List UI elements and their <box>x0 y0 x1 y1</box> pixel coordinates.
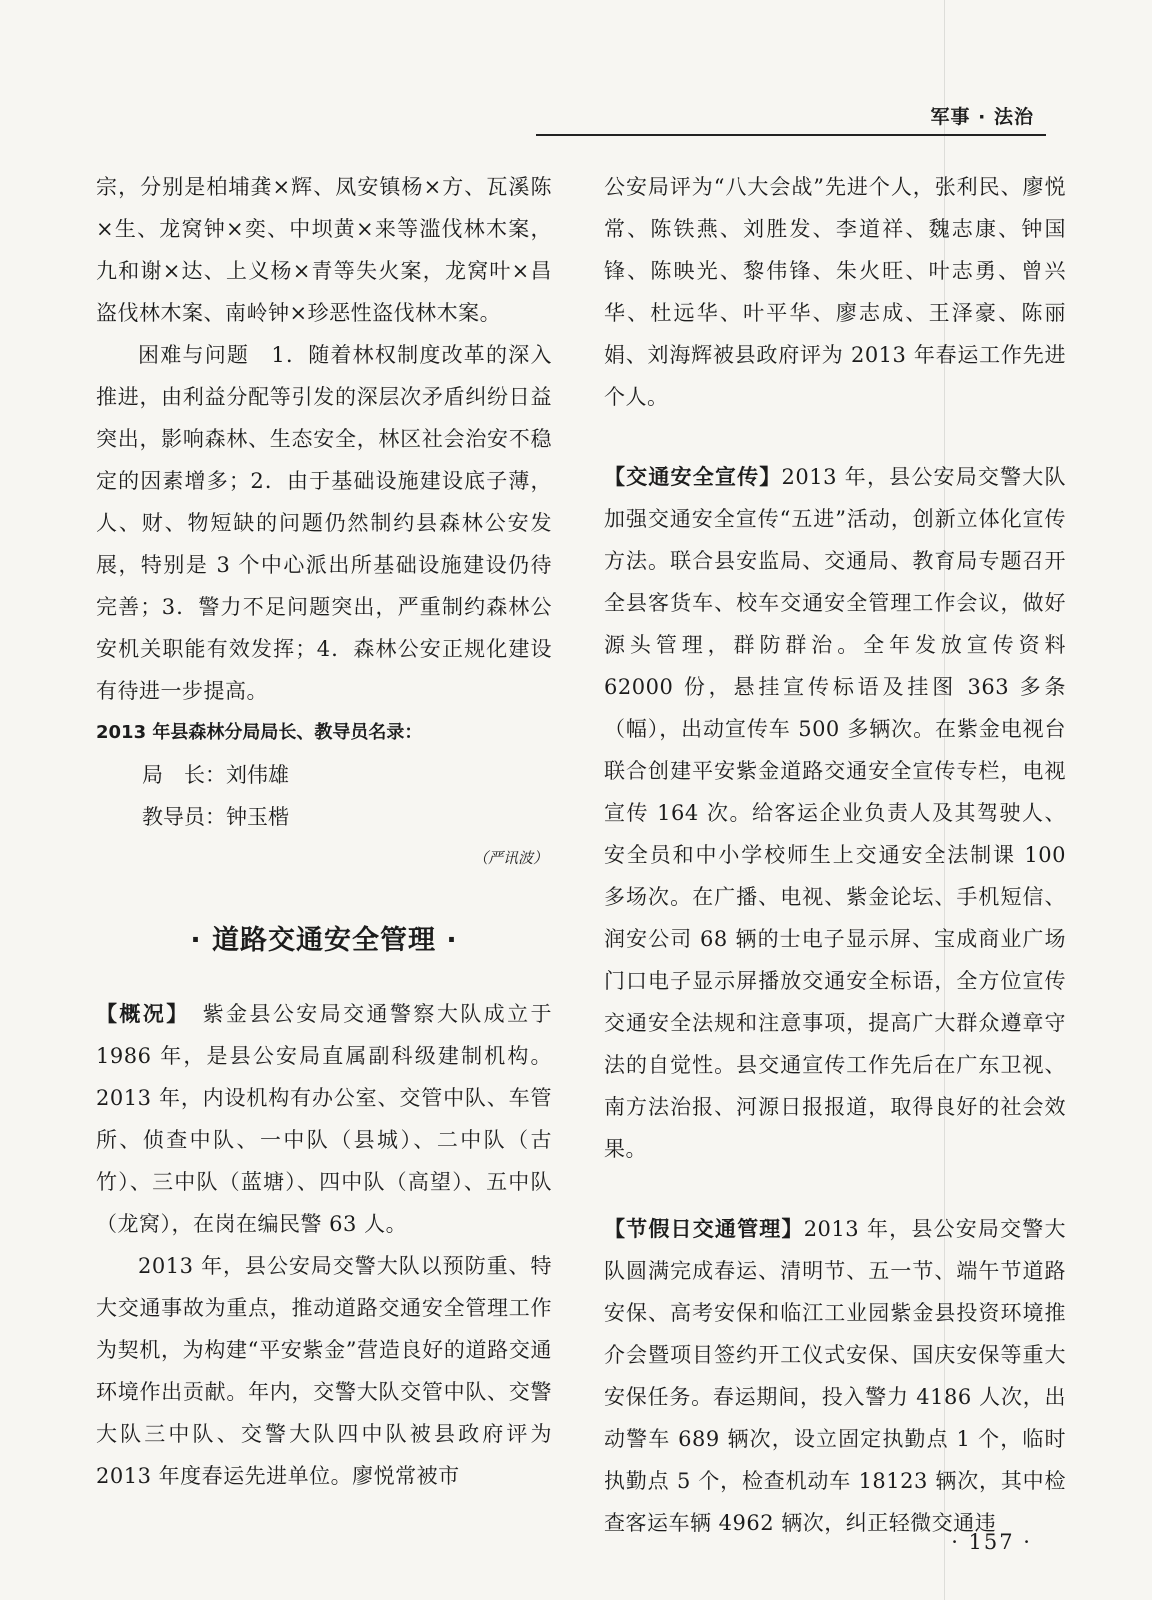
leader-name: 刘伟雄 <box>226 763 289 787</box>
left-column <box>96 166 552 1497</box>
paragraph-achievements: 2013 年，县公安局交警大队以预防重、特大交通事故为重点，推动道路交通安全管理工作为契机，为构建“平安紫金”营造良好的道路交通环境作出贡献。年内，交警大队交管中队、交警大队三中队、交警大队四中队被县政府评为 2013 年度春运先进单位。廖悦常被市 <box>96 1254 552 1488</box>
leader-row <box>96 796 552 838</box>
page-number: · 157 · <box>951 1530 1032 1554</box>
paragraph-publicity <box>604 456 1066 1170</box>
overview-text: 紫金县公安局交通警察大队成立于 1986 年，是县公安局直属副科级建制机构。2013 年，内设机构有办公室、交管中队、车管所、侦查中队、一中队（县城）、二中队（古竹）、三中队（蓝塘）、四中队（高望）、五中队（龙窝），在岗在编民警 63 人。 <box>96 1002 553 1236</box>
paragraph-holiday <box>604 1208 1066 1544</box>
spacer <box>604 1170 1066 1208</box>
publicity-text: 2013 年，县公安局交警大队加强交通安全宣传“五进”活动，创新立体化宣传方法。联合县安监局、交通局、教育局专题召开全县客货车、校车交通安全管理工作会议，做好源头管理，群防群治。全年发放宣传资料 62000 份，悬挂宣传标语及挂图 363 多条（幅），出动宣传车 500 多辆次。在紫金电视台联合创建平安紫金道路交通安全宣传专栏，电视宣传 164 次。给客运企业负责人及其驾驶人、安全员和中小学校师生上交通安全法制课 100 多场次。在广播、电视、紫金论坛、手机短信、润安公司 68 辆的士电子显示屏、宝成商业广场门口电子显示屏播放交通安全标语，全方位宣传交通安全法规和注意事项，提高广大群众遵章守法的自觉性。县交通宣传工作先后在广东卫视、南方法治报、河源日报报道，取得良好的社会效果。 <box>604 465 1066 1161</box>
leader-role: 局 长： <box>142 763 226 787</box>
author-credit: （严讯波） <box>472 849 548 867</box>
leader-row <box>96 754 552 796</box>
paragraph-cases: 宗，分别是柏埔龚×辉、凤安镇杨×方、瓦溪陈×生、龙窝钟×奕、中坝黄×来等滥伐林木案，九和谢×达、上义杨×青等失火案，龙窝叶×昌盗伐林木案、南岭钟×珍恶性盗伐林木案。 <box>96 175 552 325</box>
paragraph-difficulties: 困难与问题 1．随着林权制度改革的深入推进，由利益分配等引发的深层次矛盾纠纷日益突出，影响森林、生态安全，林区社会治安不稳定的因素增多；2．由于基础设施建设底子薄，人、财、物短缺的问题仍然制约县森林公安发展，特别是 3 个中心派出所基础设施建设仍待完善；3．警力不足问题突出，严重制约森林公安机关职能有效发挥；4．森林公安正规化建设有待进一步提高。 <box>96 343 552 703</box>
leader-name: 钟玉楷 <box>226 805 289 829</box>
holiday-tag: 【节假日交通管理】 <box>604 1217 804 1241</box>
spacer <box>604 418 1066 456</box>
overview-tag: 【概况】 <box>96 1002 180 1026</box>
leader-role: 教导员： <box>142 805 226 829</box>
leaders-list-heading: 2013 年县森林分局局长、教导员名录： <box>96 722 423 743</box>
publicity-tag: 【交通安全宣传】 <box>604 465 782 489</box>
right-column <box>604 166 1066 1544</box>
paragraph-overview <box>96 993 552 1245</box>
section-title: · 道路交通安全管理 · <box>190 925 458 956</box>
header-rule <box>536 134 1046 136</box>
running-header: 军事 · 法治 <box>930 106 1034 128</box>
paragraph-individuals: 公安局评为“八大会战”先进个人，张利民、廖悦常、陈铁燕、刘胜发、李道祥、魏志康、钟国锋、陈映光、黎伟锋、朱火旺、叶志勇、曾兴华、杜远华、叶平华、廖志成、王泽豪、陈丽娟、刘海辉被县政府评为 2013 年春运工作先进个人。 <box>604 175 1066 409</box>
holiday-text: 2013 年，县公安局交警大队圆满完成春运、清明节、五一节、端午节道路安保、高考安保和临江工业园紫金县投资环境推介会暨项目签约开工仪式安保、国庆安保等重大安保任务。春运期间，投入警力 4186 人次，出动警车 689 辆次，设立固定执勤点 1 个，临时执勤点 5 个，检查机动车 18123 辆次，其中检查客运车辆 4962 辆次，纠正轻微交通违 <box>604 1217 1066 1535</box>
